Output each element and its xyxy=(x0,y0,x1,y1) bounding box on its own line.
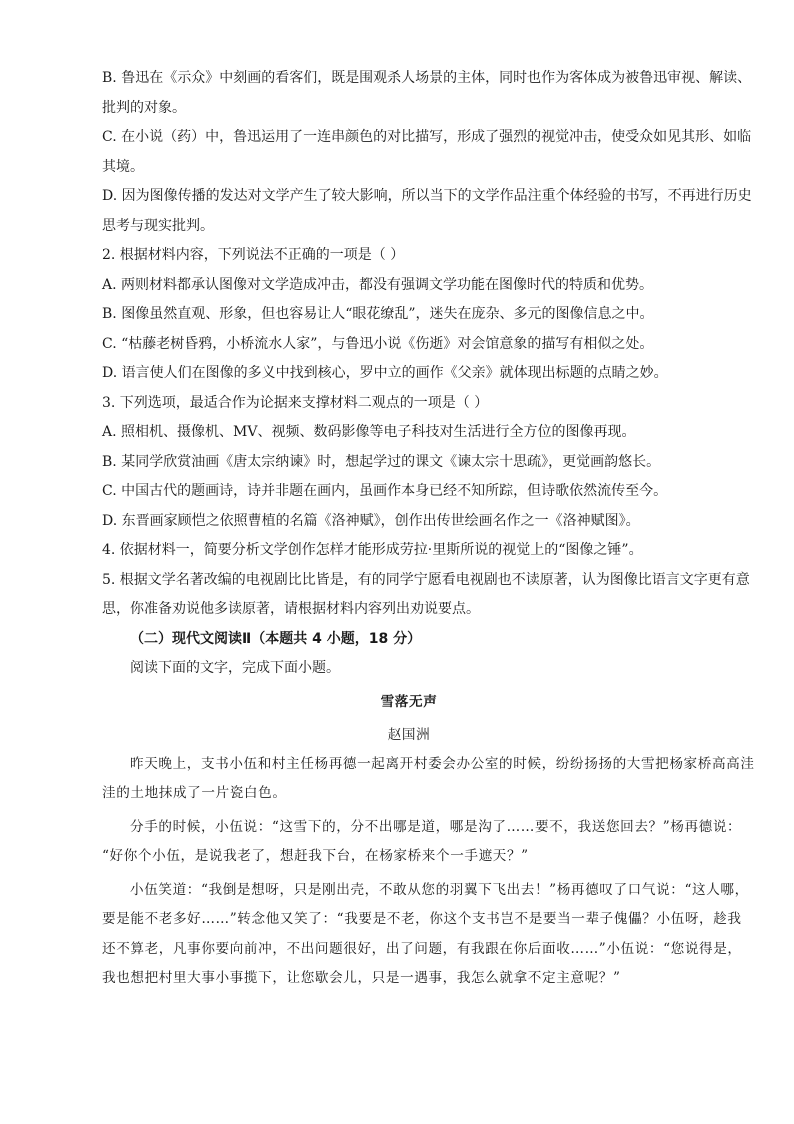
q3-option-c: C. 中国古代的题画诗，诗并非题在画内，虽画作本身已经不知所踪，但诗歌依然流传至今。 xyxy=(102,483,668,499)
q3-option-a: A. 照相机、摄像机、MV、视频、数码影像等电子科技对生活进行全方位的图像再现。 xyxy=(102,424,636,440)
question-1-options xyxy=(102,64,752,241)
story-author: 赵国洲 xyxy=(387,726,431,743)
q1-option-c-line-2: 其境。 xyxy=(102,158,144,175)
question-3 xyxy=(102,389,716,537)
q2-option-a: A. 两则材料都承认图像对文学造成冲击，都没有强调文学功能在图像时代的特质和优势。 xyxy=(102,276,654,293)
story-paragraph-3-line-3: 还不算老，凡事你要向前冲，不出问题很好，出了问题，有我跟在你后面收……”小伍说：“您说得是， xyxy=(102,940,742,957)
story-paragraph-3-line-1: 小伍笑道：“我倒是想呀，只是刚出壳，不敢从您的羽翼下飞出去！”杨再德叹了口气说：“这人哪， xyxy=(130,881,749,898)
q3-option-d: D. 东晋画家顾恺之依照曹植的名篇《洛神赋》，创作出传世绘画名作之一《洛神赋图》。 xyxy=(102,512,640,529)
story-title: 雪落无声 xyxy=(380,693,438,710)
q1-option-b-line-2: 批判的对象。 xyxy=(102,99,186,116)
story-paragraph-1-line-1: 昨天晚上，支书小伍和村主任杨再德一起离开村委会办公室的时候，纷纷扬扬的大雪把杨家桥高高洼 xyxy=(130,755,755,772)
story-paragraph-1-line-2: 洼的土地抹成了一片瓷白色。 xyxy=(102,785,287,801)
story-paragraph-2-line-1: 分手的时候，小伍说：“这雪下的，分不出哪是道，哪是沟了……要不，我送您回去？”杨再德说： xyxy=(130,818,742,835)
q5-line-2: 思，你准备劝说他多读原著，请根据材料内容列出劝说要点。 xyxy=(102,601,480,617)
story-paragraph-3-line-2: 要是能不老多好……”转念他又笑了：“我要是不老，你这个支书岂不是要当一辈子傀儡？小伍呀，趁我 xyxy=(102,911,742,927)
q5-line-1: 5. 根据文学名著改编的电视剧比比皆是，有的同学宁愿看电视剧也不读原著，认为图像比语言文字更有意 xyxy=(102,571,750,588)
q1-option-c-line-1: C. 在小说（药）中，鲁迅运用了一连串颜色的对比描写，形成了强烈的视觉冲击，使受众如见其形、如临 xyxy=(102,129,752,145)
q1-option-d-line-1: D. 因为图像传播的发达对文学产生了较大影响，所以当下的文学作品注重个体经验的书写，不再进行历史 xyxy=(102,188,752,204)
story-paragraph-2-line-2: “好你个小伍，是说我老了，想赶我下台，在杨家桥来个一手遮天？” xyxy=(102,848,529,864)
q2-option-b: B. 图像虽然直观、形象，但也容易让人“眼花缭乱”，迷失在庞杂、多元的图像信息之中。 xyxy=(102,306,654,322)
section-instruction: 阅读下面的文字，完成下面小题。 xyxy=(130,660,340,676)
q3-option-b: B. 某同学欣赏油画《唐太宗纳谏》时，想起学过的课文《谏太宗十思疏》，更觉画韵悠长。 xyxy=(102,453,661,470)
q1-option-b-line-1: B. 鲁迅在《示众》中刻画的看客们，既是围观杀人场景的主体，同时也作为客体成为被鲁迅审视、解读、 xyxy=(102,70,752,86)
q3-stem: 3. 下列选项，最适合作为论据来支撑材料二观点的一项是（ ） xyxy=(102,394,489,411)
q2-stem: 2. 根据材料内容，下列说法不正确的一项是（ ） xyxy=(102,247,405,263)
question-5 xyxy=(102,566,750,625)
q2-option-c: C. “枯藤老树昏鸦，小桥流水人家”，与鲁迅小说《伤逝》对会馆意象的描写有相似之处。 xyxy=(102,335,654,352)
story xyxy=(102,684,755,994)
story-paragraph-3-line-4: 我也想把村里大事小事揽下，让您歇会儿，只是一遇事，我怎么就拿不定主意呢？” xyxy=(102,970,621,986)
question-2 xyxy=(102,241,716,389)
question-4: 4. 依据材料一，简要分析文学创作怎样才能形成劳拉·里斯所说的视觉上的“图像之锤”。 xyxy=(102,542,643,558)
section-heading: （二）现代文阅读Ⅱ（本题共 4 小题，18 分） xyxy=(130,630,422,647)
q2-option-d: D. 语言使人们在图像的多义中找到核心，罗中立的画作《父亲》就体现出标题的点睛之妙。 xyxy=(102,365,668,381)
q1-option-d-line-2: 思考与现实批判。 xyxy=(102,217,214,234)
